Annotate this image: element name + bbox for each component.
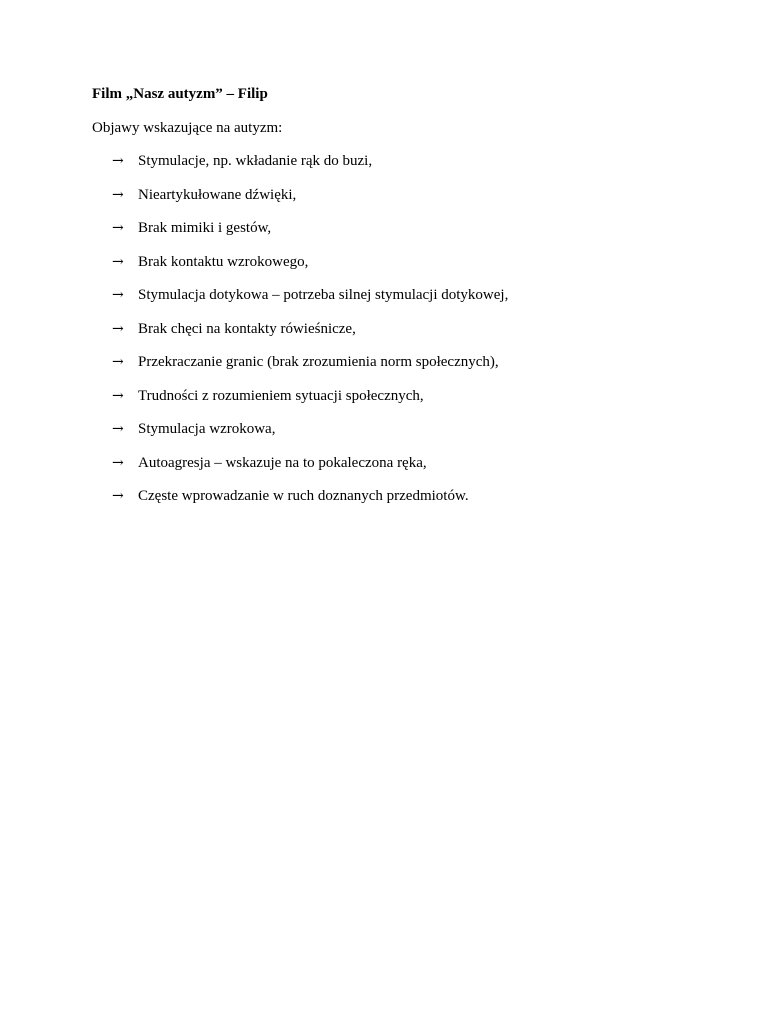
list-item-text: Trudności z rozumieniem sytuacji społecznych, [138, 387, 424, 404]
arrow-right-icon: → [112, 220, 124, 236]
list-item [92, 386, 692, 406]
list-item-text: Stymulacja wzrokowa, [138, 421, 276, 437]
list-item [92, 151, 692, 171]
list-item [92, 185, 692, 205]
list-item [92, 486, 692, 506]
list-item-text: Brak mimiki i gestów, [138, 220, 272, 236]
list-item [92, 352, 692, 372]
arrow-right-icon: → [112, 320, 124, 337]
arrow-right-icon: → [112, 153, 124, 169]
list-item [92, 419, 692, 439]
list-item-text: Nieartykułowane dźwięki, [138, 186, 297, 203]
list-item-text: Autoagresja – wskazuje na to pokaleczona ręka, [138, 454, 427, 471]
document-page [92, 84, 692, 520]
list-item [92, 319, 692, 339]
list-item-text: Brak chęci na kontakty rówieśnicze, [138, 320, 356, 337]
list-item-text: Stymulacje, np. wkładanie rąk do buzi, [138, 153, 373, 169]
symptom-list [92, 151, 692, 506]
list-item [92, 453, 692, 473]
arrow-right-icon: → [112, 488, 124, 504]
arrow-right-icon: → [112, 287, 124, 303]
list-item-text: Brak kontaktu wzrokowego, [138, 253, 309, 270]
list-item [92, 285, 692, 305]
list-item-text: Stymulacja dotykowa – potrzeba silnej stymulacji dotykowej, [138, 287, 509, 303]
arrow-right-icon: → [112, 387, 124, 404]
arrow-right-icon: → [112, 421, 124, 437]
list-item [92, 252, 692, 272]
arrow-right-icon: → [112, 454, 124, 471]
arrow-right-icon: → [112, 253, 124, 270]
document-title: Film „Nasz autyzm” – Filip [92, 86, 268, 102]
arrow-right-icon: → [112, 354, 124, 370]
list-item-text: Częste wprowadzanie w ruch doznanych przedmiotów. [138, 488, 469, 504]
intro-text: Objawy wskazujące na autyzm: [92, 120, 283, 136]
arrow-right-icon: → [112, 186, 124, 203]
list-item-text: Przekraczanie granic (brak zrozumienia norm społecznych), [138, 354, 499, 370]
list-item [92, 218, 692, 238]
